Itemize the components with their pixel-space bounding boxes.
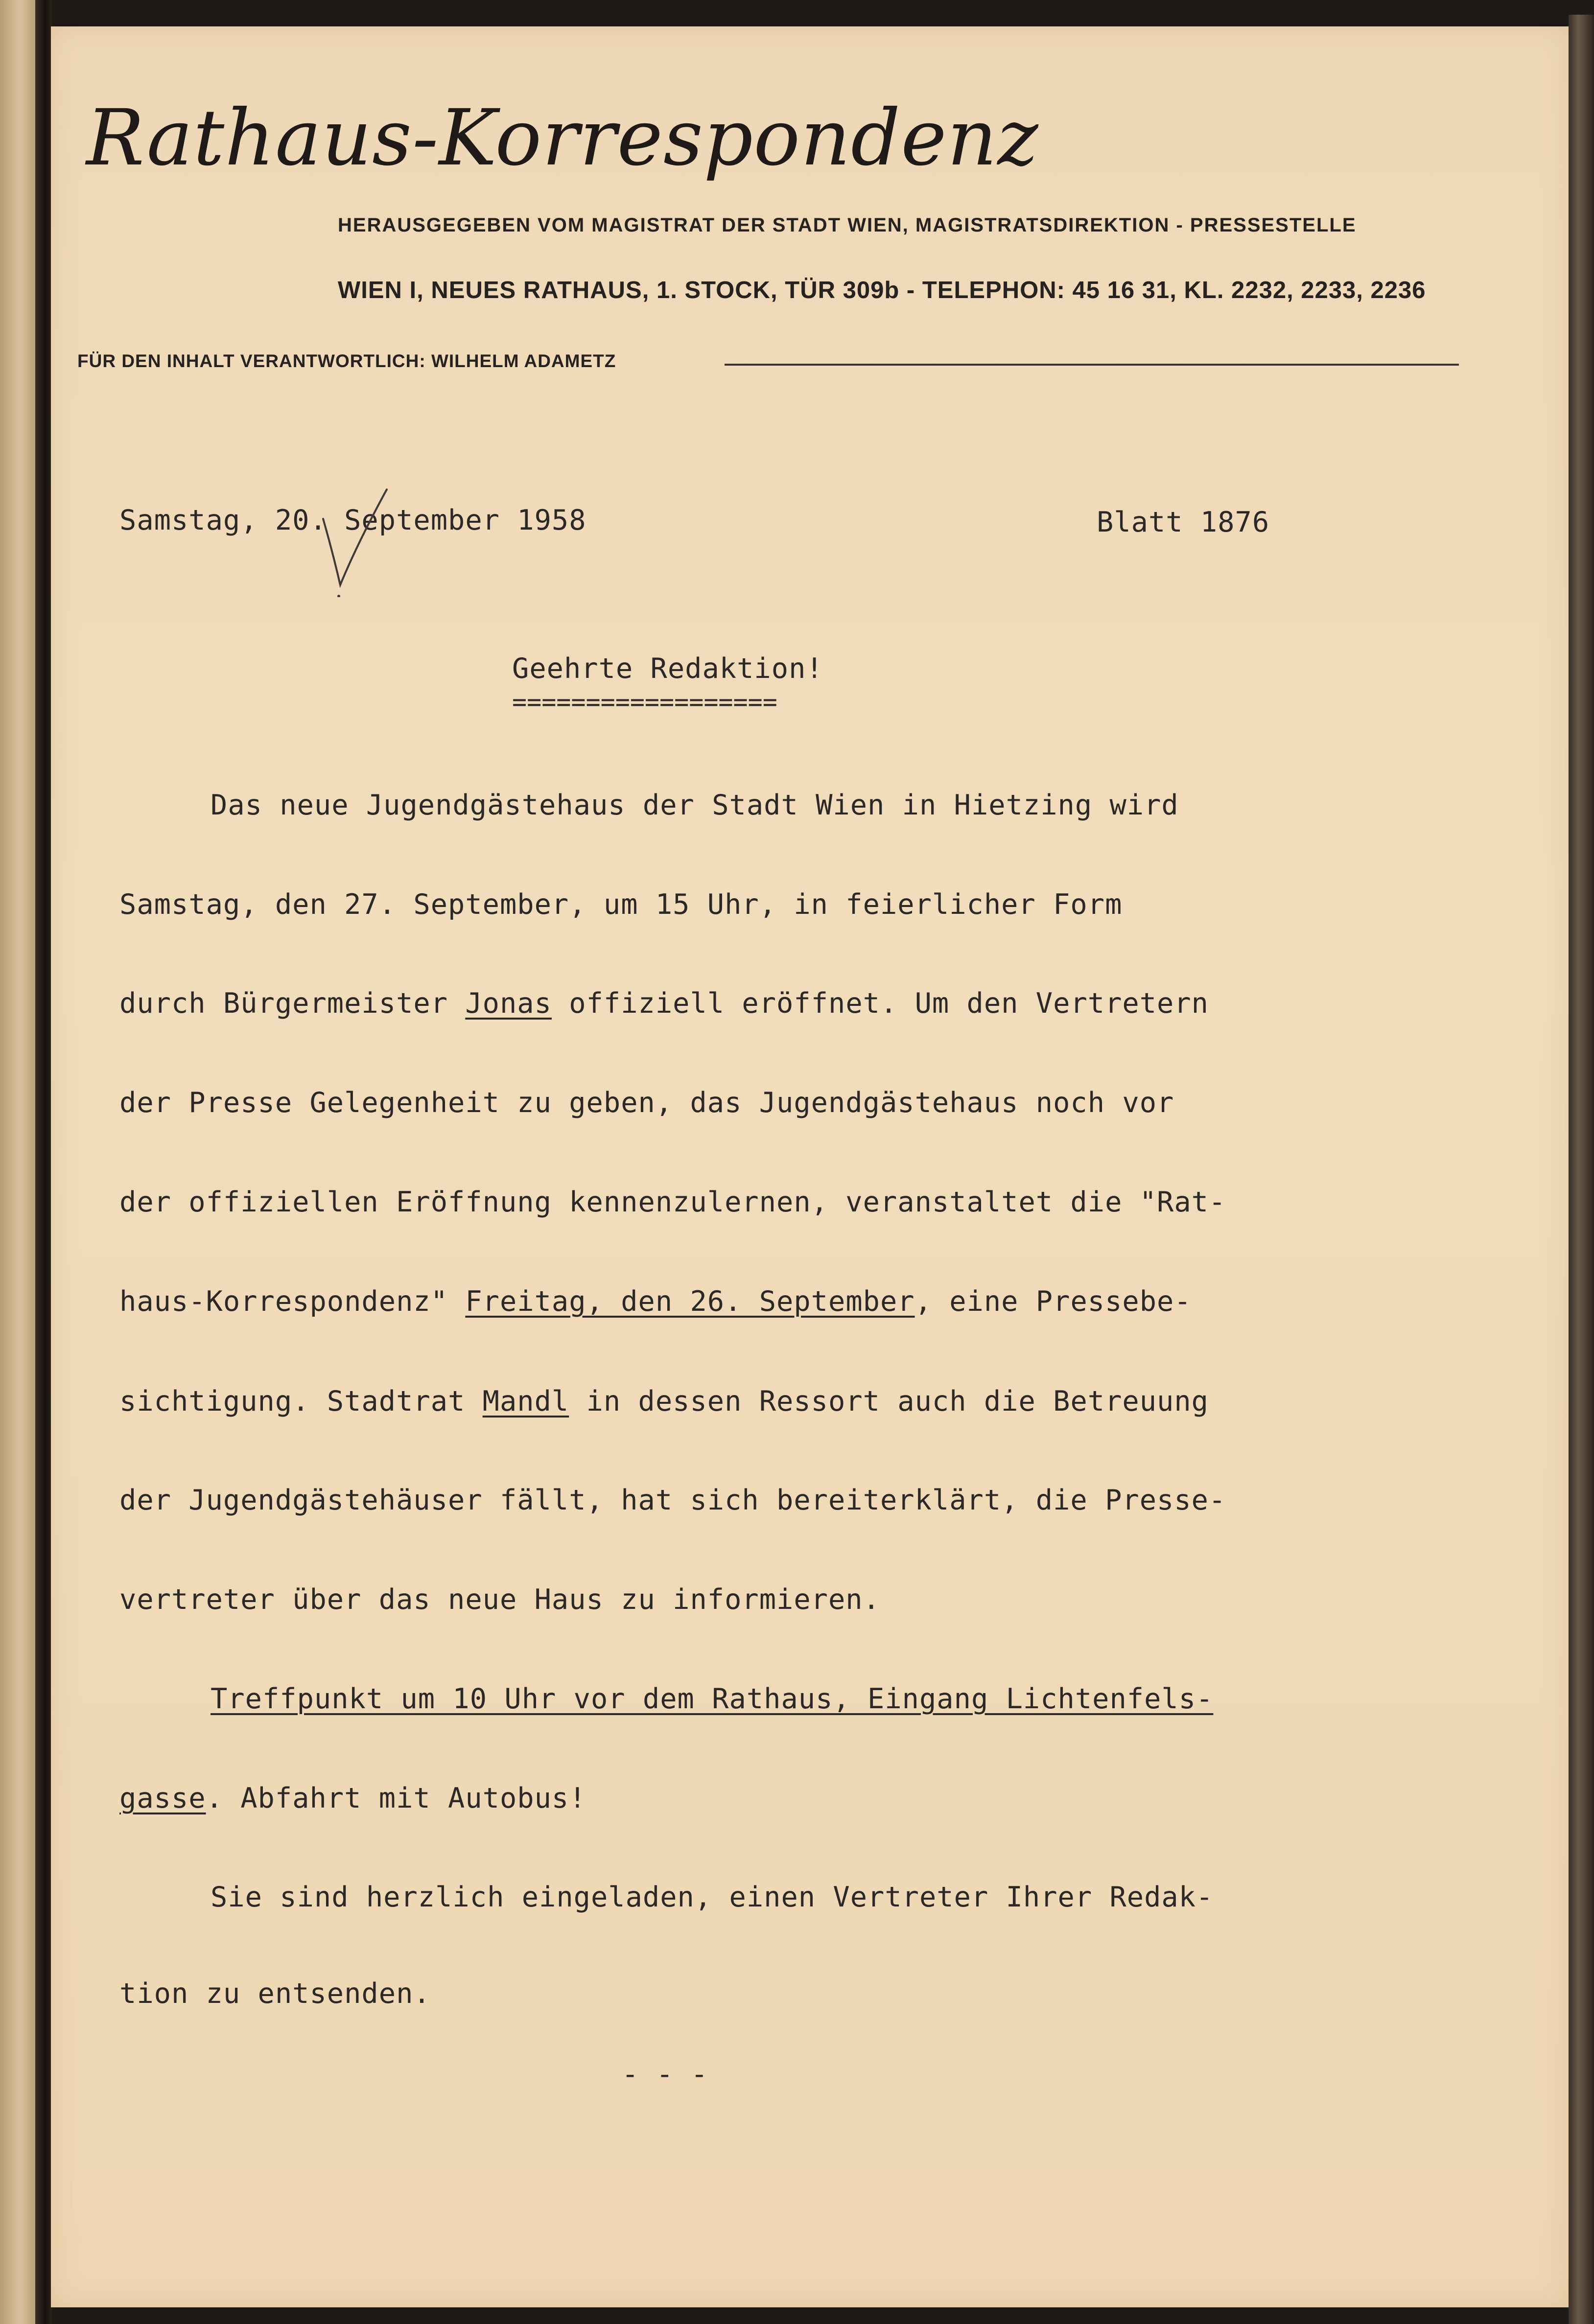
body-line-11 bbox=[119, 1782, 586, 1814]
text-segment: , eine Pressebe- bbox=[914, 1285, 1192, 1318]
end-mark: - - - bbox=[622, 2058, 708, 2091]
underlined-meeting-point-end: gasse bbox=[119, 1782, 206, 1814]
body-line-13: tion zu entsenden. bbox=[119, 1977, 431, 2010]
body-line-8: der Jugendgästehäuser fällt, hat sich bereiterklärt, die Presse- bbox=[119, 1484, 1226, 1516]
address-line: WIEN I, NEUES RATHAUS, 1. STOCK, TÜR 309b - TELEPHON: 45 16 31, KL. 2232, 2233, 2236 bbox=[338, 277, 1426, 303]
body-line-5: der offiziellen Eröffnung kennenzulernen, veranstaltet die "Rat- bbox=[119, 1186, 1226, 1218]
date-line: Samstag, 20. September 1958 bbox=[119, 504, 586, 536]
body-line-4: der Presse Gelegenheit zu geben, das Jugendgästehaus noch vor bbox=[119, 1087, 1174, 1119]
text-segment: durch Bürgermeister bbox=[119, 987, 466, 1020]
letterhead-rule bbox=[725, 364, 1459, 366]
text-segment: sichtigung. Stadtrat bbox=[119, 1385, 483, 1418]
salutation: Geehrte Redaktion! bbox=[512, 652, 823, 685]
salutation-double-rule: ================== bbox=[512, 688, 777, 716]
text-segment: . Abfahrt mit Autobus! bbox=[206, 1782, 586, 1814]
body-line-3 bbox=[119, 987, 1209, 1020]
body-line-1: Das neue Jugendgästehaus der Stadt Wien in Hietzing wird bbox=[211, 789, 1179, 821]
body-line-9: vertreter über das neue Haus zu informieren. bbox=[119, 1583, 880, 1616]
publisher-line: HERAUSGEGEBEN VOM MAGISTRAT DER STADT WIEN, MAGISTRATSDIREKTION - PRESSESTELLE bbox=[338, 214, 1357, 236]
underlined-meeting-point: Treffpunkt um 10 Uhr vor dem Rathaus, Eingang Lichtenfels- bbox=[211, 1683, 1214, 1715]
underlined-name-mandl: Mandl bbox=[482, 1385, 569, 1418]
text-segment: haus-Korrespondenz" bbox=[119, 1285, 466, 1318]
binding-gutter bbox=[35, 0, 52, 2324]
body-line-6 bbox=[119, 1285, 1192, 1318]
underlined-name-jonas: Jonas bbox=[465, 987, 552, 1020]
text-segment: in dessen Ressort auch die Betreuung bbox=[569, 1385, 1209, 1418]
underlined-date-friday: Freitag, den 26. September bbox=[465, 1285, 915, 1318]
text-segment: offiziell eröffnet. Um den Vertretern bbox=[551, 987, 1209, 1020]
right-page-edge bbox=[1569, 15, 1594, 2324]
responsible-editor-line: FÜR DEN INHALT VERANTWORTLICH: WILHELM ADAMETZ bbox=[77, 351, 616, 371]
body-line-12: Sie sind herzlich eingeladen, einen Vertreter Ihrer Redak- bbox=[211, 1881, 1214, 1913]
sheet-number: Blatt 1876 bbox=[1097, 506, 1270, 538]
masthead-title: Rathaus-Korrespondenz bbox=[86, 93, 1039, 183]
body-line-10 bbox=[211, 1683, 1213, 1715]
body-line-2: Samstag, den 27. September, um 15 Uhr, in feierlicher Form bbox=[119, 888, 1123, 921]
pencil-check-mark-icon bbox=[313, 485, 392, 597]
body-line-7 bbox=[119, 1385, 1209, 1418]
adjacent-page-edge bbox=[0, 0, 35, 2324]
